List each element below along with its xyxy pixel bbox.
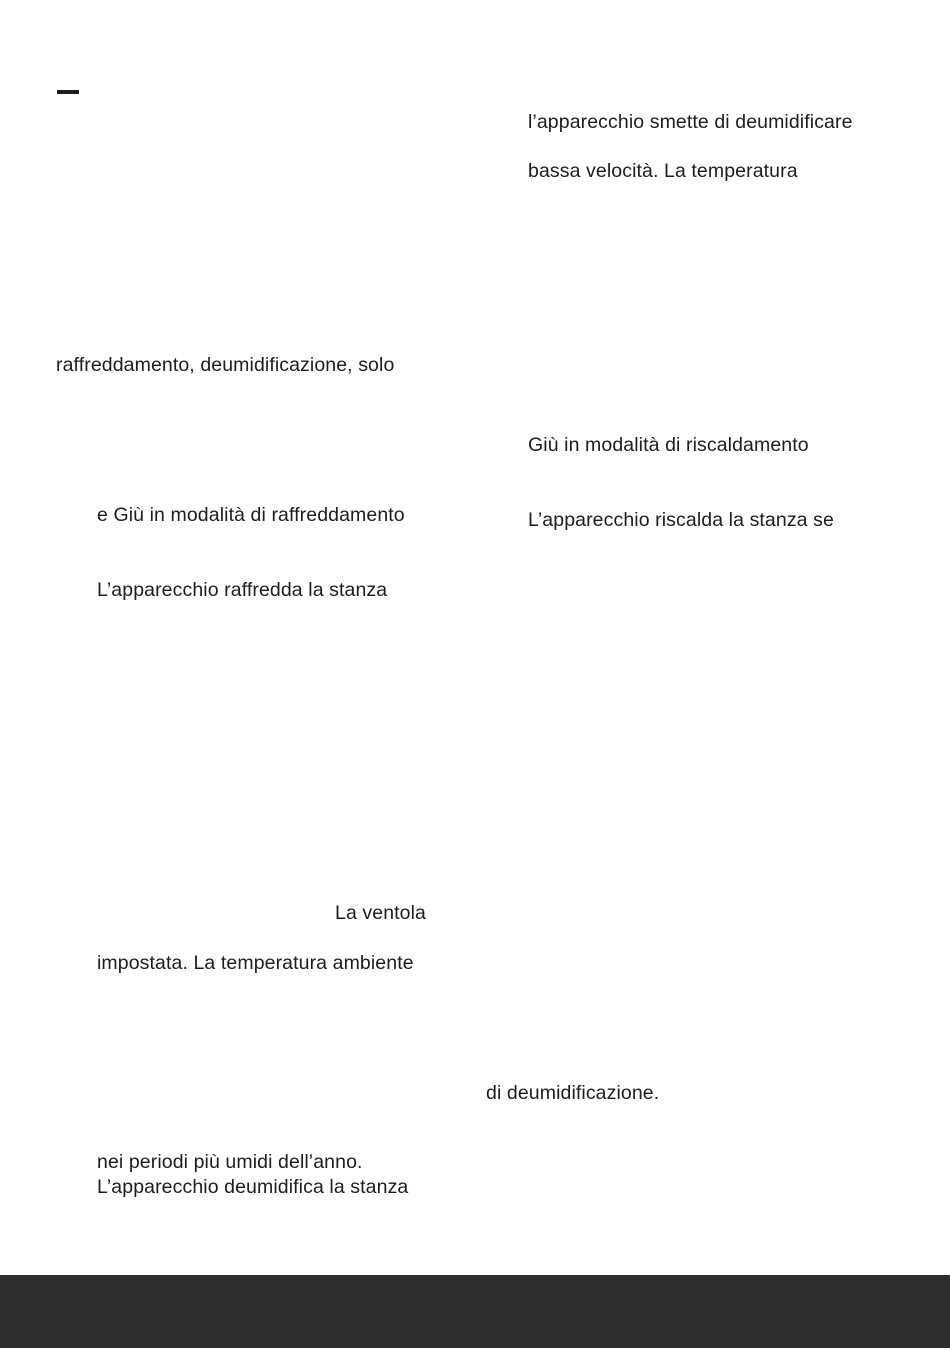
- text-fragment: L’apparecchio deumidifica la stanza: [97, 1176, 409, 1198]
- text-fragment: raffreddamento, deumidificazione, solo: [56, 354, 395, 376]
- dash-mark-icon: [57, 90, 79, 94]
- text-fragment: bassa velocità. La temperatura: [528, 160, 798, 182]
- text-fragment: Giù in modalità di riscaldamento: [528, 434, 809, 456]
- text-fragment: L’apparecchio raffredda la stanza: [97, 579, 388, 601]
- text-fragment: L’apparecchio riscalda la stanza se: [528, 509, 834, 531]
- text-fragment: di deumidificazione.: [486, 1082, 660, 1104]
- text-fragment: impostata. La temperatura ambiente: [97, 952, 414, 974]
- footer-band: [0, 1275, 950, 1348]
- text-fragment: e Giù in modalità di raffreddamento: [97, 504, 405, 526]
- text-fragment: l’apparecchio smette di deumidificare: [528, 111, 853, 133]
- text-fragment: La ventola: [335, 902, 426, 924]
- text-fragment: nei periodi più umidi dell’anno.: [97, 1151, 363, 1173]
